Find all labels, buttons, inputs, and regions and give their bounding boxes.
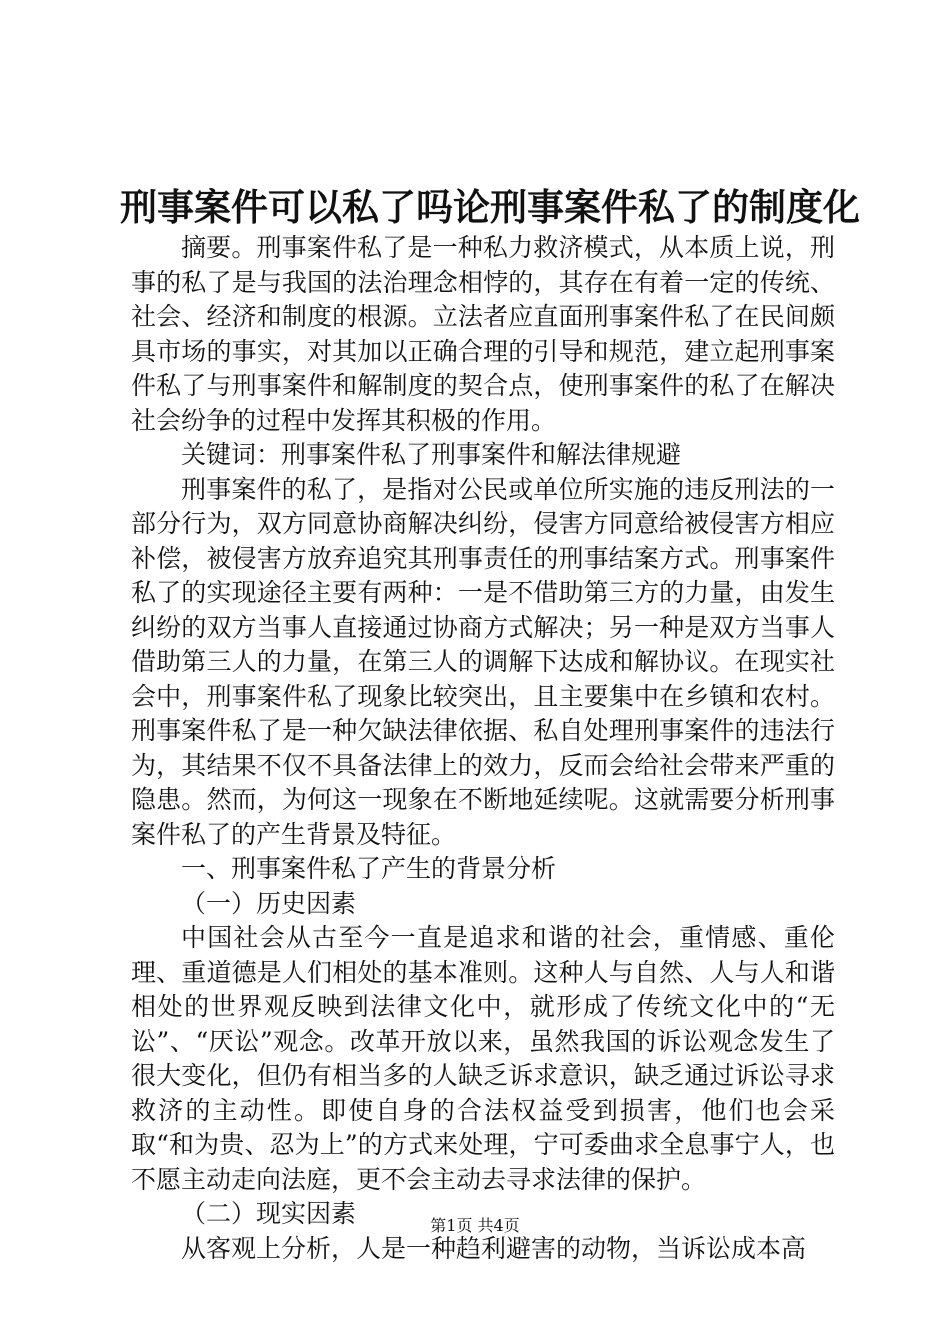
- reality-paragraph: 从客观上分析，人是一种趋利避害的动物，当诉讼成本高: [181, 1233, 807, 1263]
- definition-paragraph: 刑事案件的私了，是指对公民或单位所实施的违反刑法的一部分行为，双方同意协商解决纠纷，侵害方同意给被侵害方相应补偿，被侵害方放弃追究其刑事责任的刑事结案方式。刑事案件私了的实现途径主要有两种：一是不借助第三方的力量，由发生纠纷的双方当事人直接通过协商方式解决；另一种是双方当事人借助第三人的力量，在第三人的调解下达成和解协议。在现实社会中，刑事案件私了现象比较突出，且主要集中在乡镇和农村。刑事案件私了是一种欠缺法律依据、私自处理刑事案件的违法行为，其结果不仅不具备法律上的效力，反而会给社会带来严重的隐患。然而，为何这一现象在不断地延续呢。这就需要分析刑事案件私了的产生背景及特征。: [131, 474, 835, 849]
- keywords-paragraph: 关键词：刑事案件私了刑事案件和解法律规避: [181, 440, 682, 469]
- page-footer: 第1页 共4页: [430, 1216, 520, 1235]
- subsection-heading-history: （一）历史因素: [181, 888, 357, 918]
- section-heading: 一、刑事案件私了产生的背景分析: [181, 854, 557, 883]
- document-body: [131, 231, 835, 1266]
- subsection-heading-reality: （二）现实因素: [181, 1199, 357, 1228]
- abstract-paragraph: 摘要。刑事案件私了是一种私力救济模式，从本质上说，刑事的私了是与我国的法治理念相悖的，其存在有着一定的传统、社会、经济和制度的根源。立法者应直面刑事案件私了在民间颇具市场的事实，对其加以正确合理的引导和规范，建立起刑事案件私了与刑事案件和解制度的契合点，使刑事案件的私了在解决社会纷争的过程中发挥其积极的作用。: [131, 233, 835, 435]
- document-title: 刑事案件可以私了吗论刑事案件私了的制度化: [120, 185, 860, 229]
- history-paragraph: 中国社会从古至今一直是追求和谐的社会，重情感、重伦理、重道德是人们相处的基本准则。这种人与自然、人与人和谐相处的世界观反映到法律文化中，就形成了传统文化中的“无讼”、“厌讼”观念。改革开放以来，虽然我国的诉讼观念发生了很大变化，但仍有相当多的人缺乏诉求意识，缺乏通过诉讼寻求救济的主动性。即使自身的合法权益受到损害，他们也会采取“和为贵、忍为上”的方式来处理，宁可委曲求全息事宁人，也不愿主动走向法庭，更不会主动去寻求法律的保护。: [131, 923, 835, 1194]
